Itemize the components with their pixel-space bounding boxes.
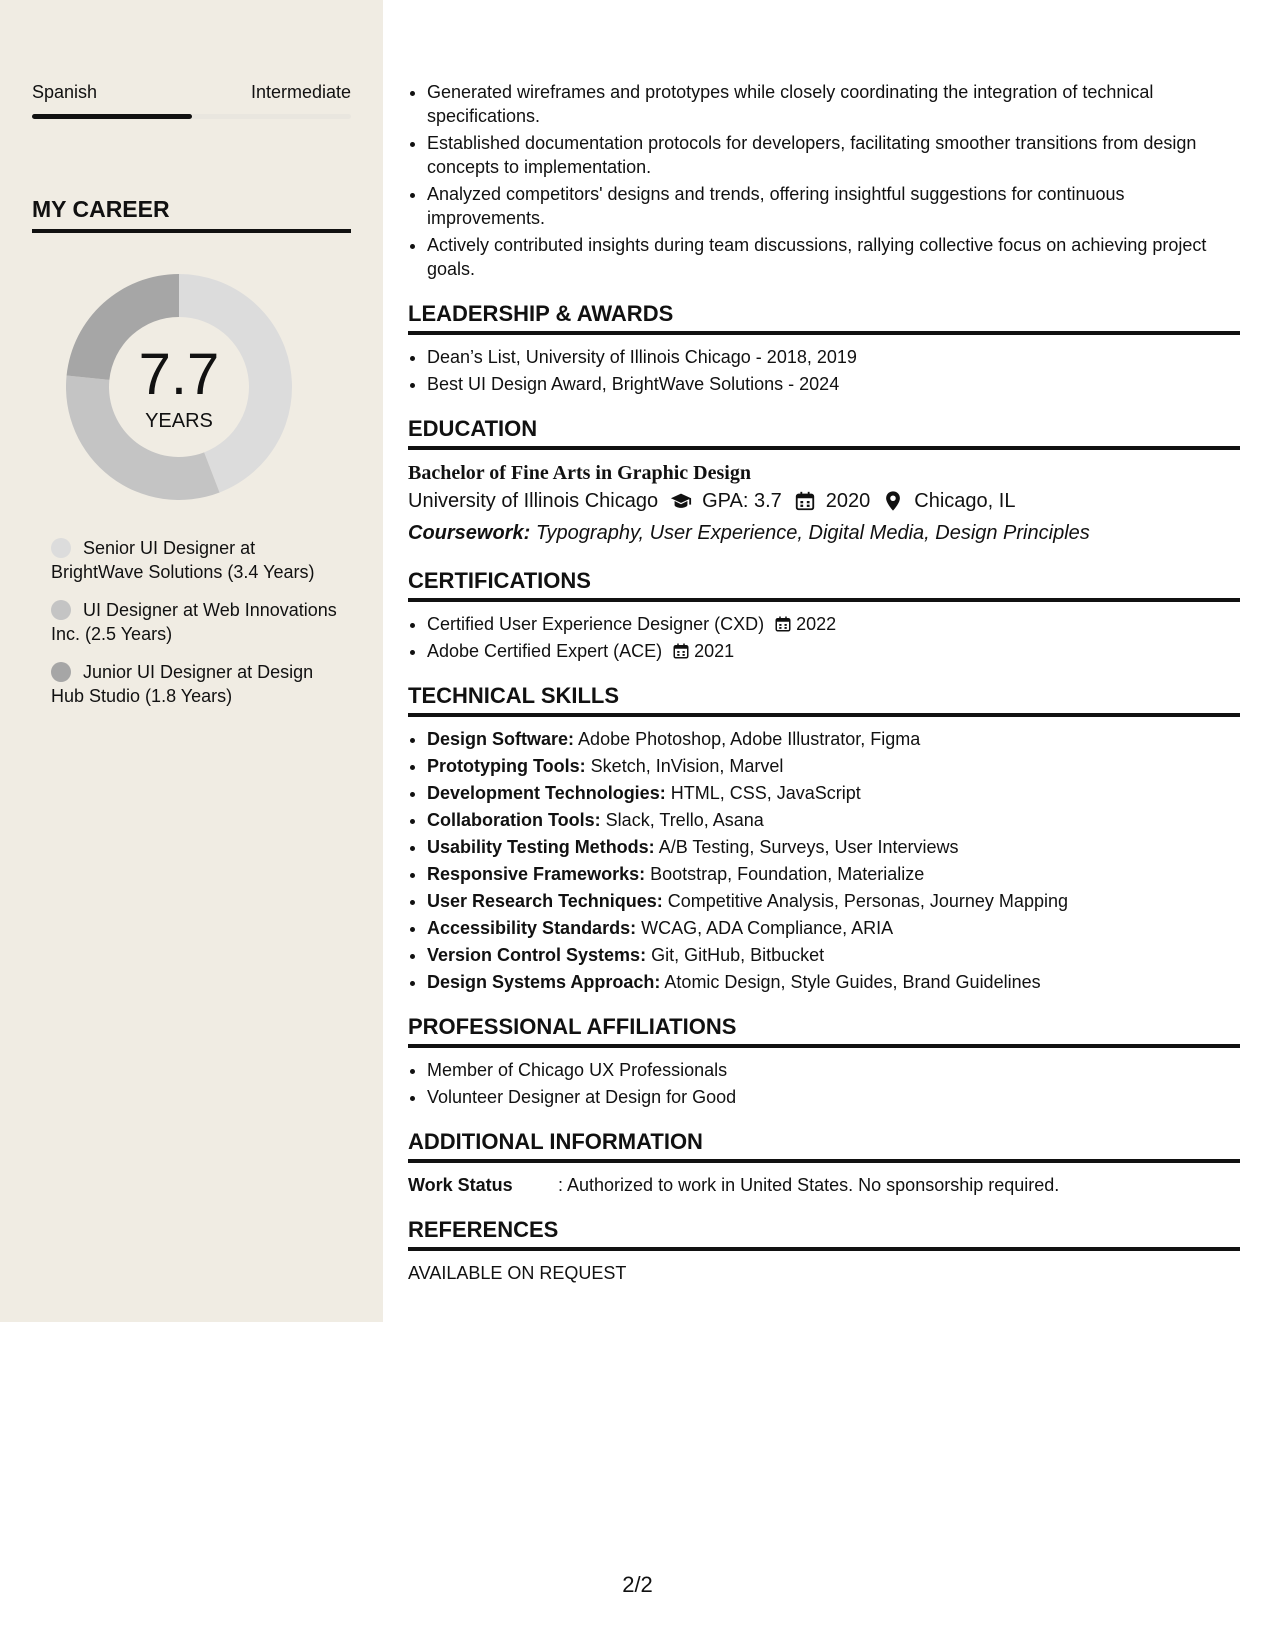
career-legend-item — [51, 598, 351, 646]
skill-label: Development Technologies: — [427, 783, 666, 803]
education-location: Chicago, IL — [914, 490, 1016, 512]
list-item — [427, 889, 1240, 913]
calendar-icon — [774, 615, 792, 633]
section-title-additional: ADDITIONAL INFORMATION — [408, 1129, 1240, 1163]
skill-value: WCAG, ADA Compliance, ARIA — [641, 918, 894, 938]
graduation-cap-icon — [670, 490, 692, 512]
education-year: 2020 — [825, 490, 871, 512]
section-title-leadership: LEADERSHIP & AWARDS — [408, 301, 1240, 335]
career-total-value: 7.7 — [138, 342, 220, 407]
education-coursework — [408, 518, 1240, 548]
sidebar — [0, 0, 383, 1322]
certification-year: 2022 — [796, 614, 837, 634]
skill-label: Version Control Systems: — [427, 945, 647, 965]
education-degree: Bachelor of Fine Arts in Graphic Design — [408, 462, 751, 484]
location-pin-icon — [882, 490, 904, 512]
page-number: 2/2 — [622, 1572, 653, 1597]
certification-name: Adobe Certified Expert (ACE) — [427, 641, 663, 661]
section-title-skills: TECHNICAL SKILLS — [408, 683, 1240, 717]
skill-value: HTML, CSS, JavaScript — [670, 783, 861, 803]
calendar-icon — [794, 490, 816, 512]
legend-dot — [51, 600, 71, 620]
legend-dot — [51, 538, 71, 558]
leadership-list — [408, 345, 1240, 396]
language-level: Intermediate — [250, 82, 351, 102]
list-item — [427, 835, 1240, 859]
skills-list — [408, 727, 1240, 994]
skill-value: Competitive Analysis, Personas, Journey Mapping — [667, 891, 1068, 911]
list-item — [427, 781, 1240, 805]
list-item: • Volunteer Designer at Design for Good — [427, 1085, 1240, 1109]
certification-year: 2021 — [694, 641, 735, 661]
list-item: • Member of Chicago UX Professionals — [427, 1058, 1240, 1082]
skill-label: Collaboration Tools: — [427, 810, 601, 830]
skill-value: Slack, Trello, Asana — [605, 810, 764, 830]
career-legend — [51, 536, 351, 722]
career-section-title: MY CAREER — [32, 196, 351, 233]
list-item — [427, 970, 1240, 994]
language-row — [32, 82, 351, 103]
skill-value: Bootstrap, Foundation, Materialize — [650, 864, 925, 884]
list-item — [427, 943, 1240, 967]
skill-label: User Research Techniques: — [427, 891, 663, 911]
section-title-certifications: CERTIFICATIONS — [408, 568, 1240, 602]
list-item: • Established documentation protocols for developers, facilitating smoother transitions from design concepts to implementation. — [427, 131, 1240, 179]
coursework-value: Typography, User Experience, Digital Media, Design Principles — [535, 522, 1090, 544]
skill-label: Accessibility Standards: — [427, 918, 637, 938]
career-legend-label: Junior UI Designer at Design Hub Studio (1.8 Years) — [51, 662, 314, 706]
skill-value: Atomic Design, Style Guides, Brand Guidelines — [664, 972, 1041, 992]
career-legend-item — [51, 536, 351, 584]
list-item — [427, 612, 1240, 636]
career-total-unit: YEARS — [145, 410, 213, 432]
list-item — [427, 862, 1240, 886]
skill-label: Usability Testing Methods: — [427, 837, 655, 857]
list-item — [427, 754, 1240, 778]
career-legend-label: Senior UI Designer at BrightWave Solutions (3.4 Years) — [51, 538, 315, 582]
work-status-label: Work Status — [408, 1175, 513, 1195]
legend-dot — [51, 662, 71, 682]
language-name: Spanish — [32, 82, 98, 102]
skill-value: Adobe Photoshop, Adobe Illustrator, Figma — [578, 729, 921, 749]
skill-label: Design Systems Approach: — [427, 972, 661, 992]
list-item — [427, 808, 1240, 832]
list-item: • Analyzed competitors' designs and trends, offering insightful suggestions for continuous improvements. — [427, 182, 1240, 230]
certification-name: Certified User Experience Designer (CXD) — [427, 614, 765, 634]
work-status-value: : Authorized to work in United States. No sponsorship required. — [558, 1175, 1060, 1195]
skill-value: Git, GitHub, Bitbucket — [651, 945, 825, 965]
affiliations-list — [408, 1058, 1240, 1109]
skill-label: Design Software: — [427, 729, 575, 749]
skill-value: A/B Testing, Surveys, User Interviews — [658, 837, 959, 857]
section-title-education: EDUCATION — [408, 416, 1240, 450]
career-legend-item — [51, 660, 351, 708]
career-legend-label: UI Designer at Web Innovations Inc. (2.5 Years) — [51, 600, 337, 644]
coursework-label: Coursework: — [408, 522, 531, 544]
list-item: • Generated wireframes and prototypes while closely coordinating the integration of technical specifications. — [427, 80, 1240, 128]
language-proficiency-bar — [32, 114, 351, 119]
work-status-row — [408, 1173, 1240, 1197]
list-item: • Dean’s List, University of Illinois Chicago - 2018, 2019 — [427, 345, 1240, 369]
certifications-list — [408, 612, 1240, 663]
skill-label: Responsive Frameworks: — [427, 864, 646, 884]
list-item: • Best UI Design Award, BrightWave Solutions - 2024 — [427, 372, 1240, 396]
education-meta — [408, 486, 1240, 516]
education-gpa: GPA: 3.7 — [702, 490, 782, 512]
language-proficiency-fill — [32, 114, 192, 119]
list-item — [427, 727, 1240, 751]
main-content — [408, 80, 1240, 1285]
list-item — [427, 916, 1240, 940]
experience-bullets — [408, 80, 1240, 281]
section-title-affiliations: PROFESSIONAL AFFILIATIONS — [408, 1014, 1240, 1048]
education-school: University of Illinois Chicago — [408, 490, 659, 512]
list-item — [427, 639, 1240, 663]
calendar-icon — [672, 642, 690, 660]
skill-label: Prototyping Tools: — [427, 756, 586, 776]
references-text: AVAILABLE ON REQUEST — [408, 1263, 627, 1283]
section-title-references: REFERENCES — [408, 1217, 1240, 1251]
skill-value: Sketch, InVision, Marvel — [590, 756, 784, 776]
list-item: • Actively contributed insights during team discussions, rallying collective focus on achieving project goals. — [427, 233, 1240, 281]
